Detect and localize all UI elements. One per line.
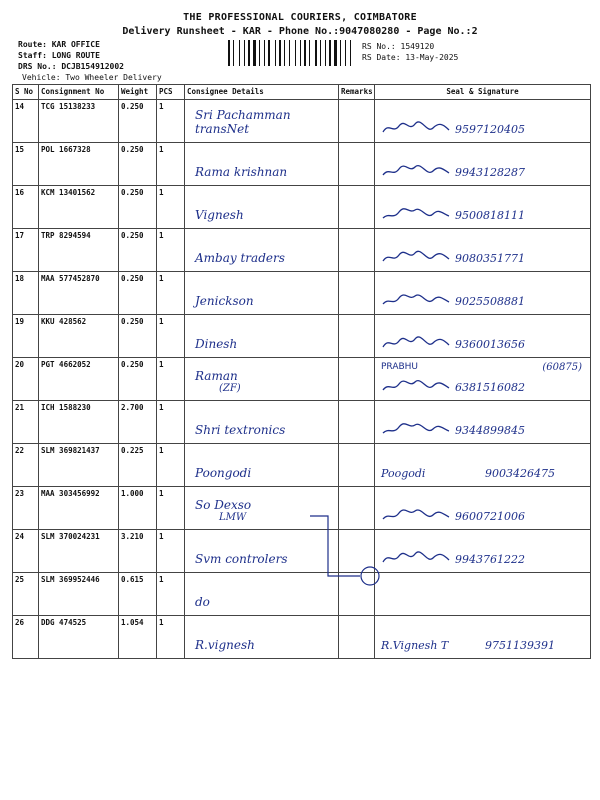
cell-sno: 21 [13,401,39,444]
barcode-bar [295,40,296,66]
barcode-bar [253,40,256,66]
signature-scribble [381,550,451,566]
cell-consignment: POL 1667328 [39,143,119,186]
cell-sno: 20 [13,358,39,401]
cell-weight: 0.250 [119,100,157,143]
cell-sno: 17 [13,229,39,272]
table-header-row [13,85,591,100]
table-row [13,401,591,444]
cell-consignee [185,530,339,573]
barcode-bar [320,40,321,66]
cell-remarks [339,487,375,530]
barcode-bar [244,40,245,66]
cell-pcs: 1 [157,616,185,659]
consignee-name: R.vignesh [195,638,255,652]
barcode-bar [261,40,263,66]
cell-remarks [339,100,375,143]
barcode-bar [228,40,230,66]
barcode-bar [239,40,240,66]
table-row [13,186,591,229]
drs-label: DRS No.: DCJB154912002 [18,62,124,71]
barcode-bar [259,40,260,66]
cell-consignment: SLM 370024231 [39,530,119,573]
barcode [228,40,356,66]
barcode-bar [297,40,299,66]
barcode-bar [322,40,324,66]
barcode-bar [300,40,301,66]
cell-consignment: SLM 369952446 [39,573,119,616]
consignee-name: Poongodi [195,466,252,480]
barcode-bar [251,40,252,66]
vehicle-label: Vehicle: Two Wheeler Delivery [22,73,162,82]
cell-sno: 25 [13,573,39,616]
cell-pcs: 1 [157,573,185,616]
table-row [13,272,591,315]
rs-date: RS Date: 13-May-2025 [362,53,459,62]
route-label: Route: KAR OFFICE [18,40,100,49]
cell-pcs: 1 [157,401,185,444]
cell-consignment: KKU 428562 [39,315,119,358]
cell-weight: 0.250 [119,272,157,315]
sig-label: PRABHU [381,362,419,372]
barcode-bar [286,40,288,66]
barcode-bar [284,40,285,66]
cell-pcs: 1 [157,358,185,401]
cell-consignee [185,616,339,659]
cell-remarks [339,358,375,401]
cell-consignment: TCG 15138233 [39,100,119,143]
consignee-name: Dinesh [195,337,238,351]
barcode-bar [241,40,243,66]
cell-remarks [339,315,375,358]
cell-weight: 3.210 [119,530,157,573]
barcode-bar [289,40,290,66]
cell-consignment: PGT 4662052 [39,358,119,401]
cell-consignment: ICH 1588230 [39,401,119,444]
cell-sno: 19 [13,315,39,358]
sig-phone: 9003426475 [485,467,555,480]
sig-phone: 9080351771 [455,252,525,265]
barcode-bar [268,40,270,66]
table-row [13,444,591,487]
table-row [13,229,591,272]
barcode-bar [257,40,258,66]
cell-consignee [185,444,339,487]
signature-scribble [381,163,451,179]
cell-sno: 18 [13,272,39,315]
cell-consignee [185,100,339,143]
cell-pcs: 1 [157,530,185,573]
barcode-bar [340,40,341,66]
cell-consignee [185,143,339,186]
header-signature: Seal & Signature [375,85,591,100]
cell-consignment: SLM 369821437 [39,444,119,487]
barcode-bar [345,40,346,66]
cell-weight: 0.250 [119,229,157,272]
cell-signature [375,487,591,530]
cell-pcs: 1 [157,487,185,530]
signature-scribble [381,421,451,437]
cell-remarks [339,143,375,186]
header-weight: Weight [119,85,157,100]
barcode-bar [307,40,308,66]
cell-remarks [339,186,375,229]
sig-phone: 9597120405 [455,123,525,136]
consignee-name: Sri Pachamman transNet [195,108,291,136]
barcode-bar [266,40,267,66]
header-pcs: PCS [157,85,185,100]
table-row [13,573,591,616]
barcode-bar [248,40,250,66]
barcode-bar [325,40,326,66]
signature-scribble [381,206,451,222]
table-row [13,358,591,401]
cell-sno: 22 [13,444,39,487]
barcode-bar [271,40,274,66]
consignee-name: Vignesh [195,208,244,222]
sig-code: (60875) [542,362,582,373]
barcode-bar [342,40,344,66]
cell-pcs: 1 [157,444,185,487]
barcode-bar [350,40,351,66]
header-consignment: Consignment No [39,85,119,100]
signature-scribble [381,507,451,523]
cell-remarks [339,530,375,573]
cell-consignee [185,272,339,315]
page-title: THE PROFESSIONAL COURIERS, COIMBATORE [183,12,417,23]
barcode-bar [318,40,319,66]
table-row [13,487,591,530]
cell-weight: 1.000 [119,487,157,530]
barcode-bar [327,40,328,66]
sig-phone: 9751139391 [485,639,555,652]
barcode-bar [279,40,281,66]
cell-sno: 16 [13,186,39,229]
barcode-bar [304,40,306,66]
cell-consignee [185,573,339,616]
cell-consignee [185,315,339,358]
cell-consignment: KCM 13401562 [39,186,119,229]
cell-pcs: 1 [157,100,185,143]
cell-signature [375,143,591,186]
barcode-bar [231,40,232,66]
header-consignee: Consignee Details [185,85,339,100]
consignee-name: Jenickson [195,294,254,308]
cell-sno: 26 [13,616,39,659]
consignee-name: So Dexso [195,498,252,512]
cell-pcs: 1 [157,186,185,229]
table-row [13,530,591,573]
cell-signature [375,186,591,229]
barcode-bar [347,40,349,66]
barcode-bar [311,40,314,66]
cell-consignee [185,186,339,229]
barcode-bar [302,40,303,66]
header-sno: S No [13,85,39,100]
consignee-name: Rama krishnan [195,165,288,179]
consignee-sub: (ZF) [219,383,241,394]
cell-sno: 14 [13,100,39,143]
cell-signature [375,272,591,315]
cell-consignment: MAA 577452870 [39,272,119,315]
barcode-bar [275,40,276,66]
cell-weight: 0.250 [119,186,157,229]
cell-sno: 24 [13,530,39,573]
cell-sno: 15 [13,143,39,186]
cell-weight: 0.615 [119,573,157,616]
table-row [13,315,591,358]
cell-signature [375,401,591,444]
barcode-bar [338,40,339,66]
cell-weight: 0.250 [119,358,157,401]
cell-weight: 2.700 [119,401,157,444]
header-remarks: Remarks [339,85,375,100]
cell-pcs: 1 [157,229,185,272]
cell-remarks [339,401,375,444]
cell-pcs: 1 [157,272,185,315]
cell-weight: 0.250 [119,315,157,358]
sig-phone: 6381516082 [455,381,525,394]
cell-pcs: 1 [157,143,185,186]
consignee-sub: LMW [219,512,247,523]
consignee-name: do [195,595,210,609]
cell-consignment: MAA 303456992 [39,487,119,530]
cell-consignee [185,487,339,530]
cell-remarks [339,616,375,659]
staff-label: Staff: LONG ROUTE [18,51,100,60]
cell-consignee [185,229,339,272]
barcode-bar [282,40,283,66]
barcode-bar [352,40,353,66]
cell-weight: 0.250 [119,143,157,186]
cell-signature [375,358,591,401]
barcode-bar [329,40,331,66]
sig-phone: 9943128287 [455,166,525,179]
cell-remarks [339,573,375,616]
cell-remarks [339,272,375,315]
barcode-bar [315,40,317,66]
runsheet-table [12,84,591,659]
barcode-bar [291,40,294,66]
signature-scribble [381,335,451,351]
cell-signature [375,573,591,616]
signature-scribble [381,120,451,136]
cell-signature [375,100,591,143]
barcode-bar [235,40,238,66]
cell-weight: 1.054 [119,616,157,659]
cell-remarks [339,229,375,272]
cell-consignee [185,358,339,401]
signature-scribble [381,292,451,308]
cell-signature [375,530,591,573]
sig-phone: 9943761222 [455,553,525,566]
cell-consignment: TRP 8294594 [39,229,119,272]
barcode-bar [332,40,333,66]
table-row [13,616,591,659]
cell-sno: 23 [13,487,39,530]
rs-number: RS No.: 1549120 [362,42,435,51]
barcode-bar [334,40,337,66]
cell-consignee [185,401,339,444]
consignee-name: Ambay traders [195,251,285,265]
sig-phone: 9500818111 [455,209,525,222]
barcode-bar [264,40,265,66]
barcode-bar [309,40,310,66]
cell-pcs: 1 [157,315,185,358]
barcode-bar [246,40,247,66]
table-row [13,100,591,143]
barcode-bar [277,40,278,66]
table-row [13,143,591,186]
consignee-name: Shri textronics [195,423,286,437]
cell-signature [375,229,591,272]
sig-name: R.Vignesh T [381,639,449,652]
cell-consignment: DDG 474525 [39,616,119,659]
barcode-bar [233,40,234,66]
consignee-name: Raman [195,369,238,383]
signature-scribble [381,249,451,265]
sig-phone: 9344899845 [455,424,525,437]
sig-name: Poogodi [381,467,426,480]
cell-signature [375,444,591,487]
sig-phone: 9025508881 [455,295,525,308]
sig-phone: 9600721006 [455,510,525,523]
cell-signature [375,315,591,358]
sig-phone: 9360013656 [455,338,525,351]
cell-signature [375,616,591,659]
cell-remarks [339,444,375,487]
cell-weight: 0.225 [119,444,157,487]
consignee-name: Svm controlers [195,552,288,566]
runsheet-subtitle: Delivery Runsheet - KAR - Phone No.:9047080280 - Page No.:2 [122,26,478,37]
signature-scribble [381,378,451,394]
